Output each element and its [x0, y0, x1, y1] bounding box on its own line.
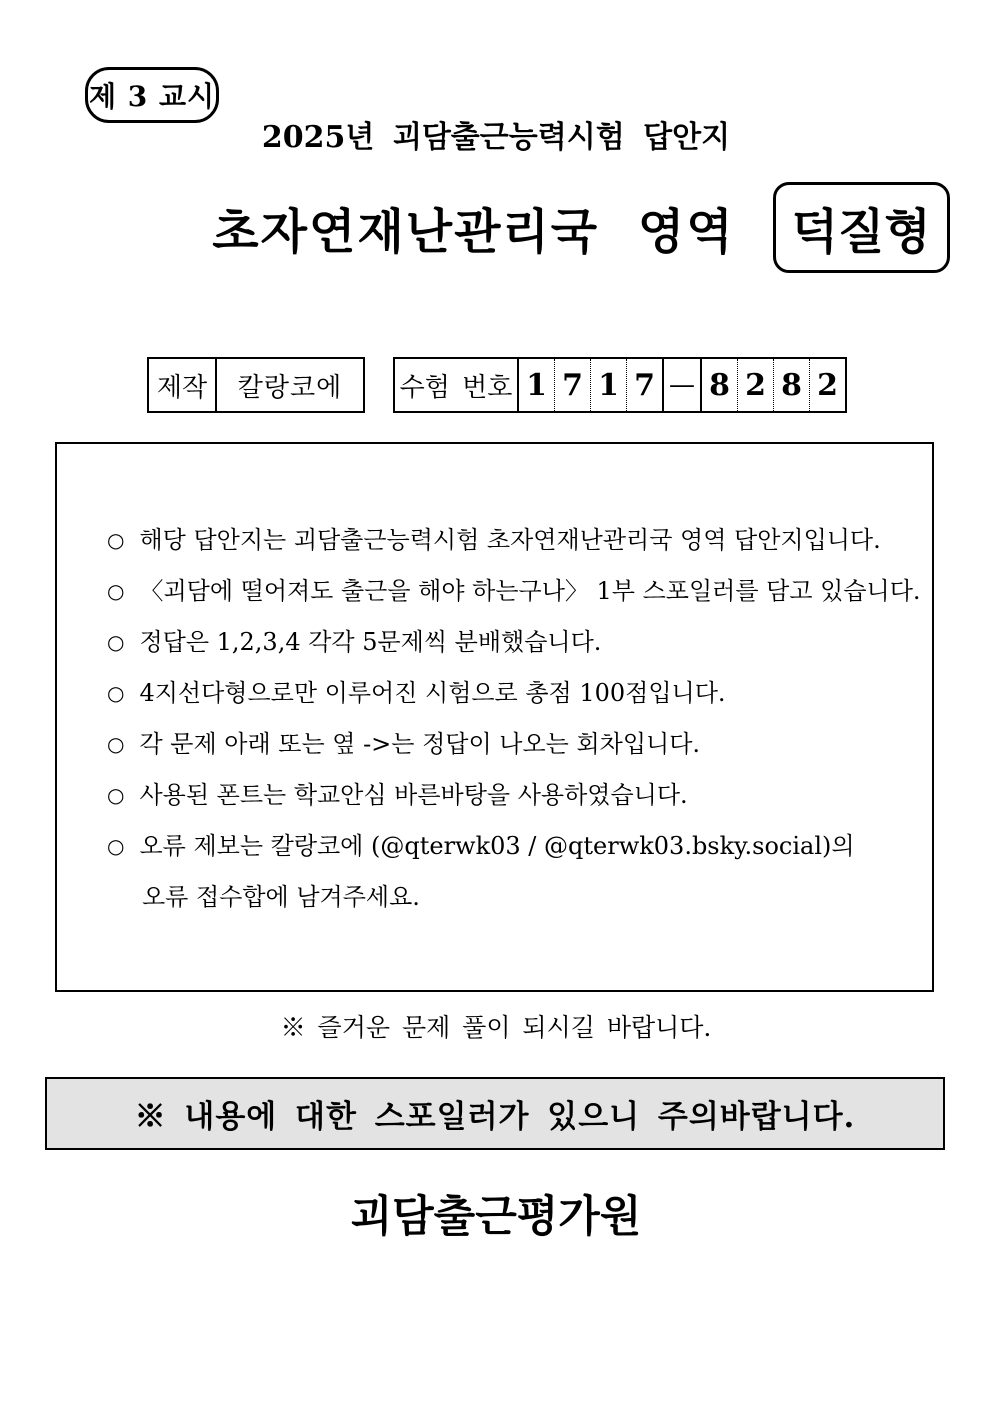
instruction-text: 오류 제보는 칼랑코에 (@qterwk03 / @qterwk03.bsky.social)의	[139, 832, 855, 860]
instruction-text: 해당 답안지는 괴담출근능력시험 초자연재난관리국 영역 답안지입니다.	[139, 526, 881, 554]
exam-digit-cell: 8	[702, 359, 738, 411]
instructions-box	[55, 442, 934, 992]
instructions-list	[57, 444, 932, 909]
period-badge-label: 제 3 교시	[88, 80, 216, 113]
exam-digit-cell: 2	[817, 367, 838, 403]
exam-number-label-cell: 수험 번호	[395, 359, 519, 411]
maker-table	[147, 357, 365, 413]
footer-note: ※ 즐거운 문제 풀이 되시길 바랍니다.	[280, 1013, 712, 1042]
instruction-line	[107, 577, 921, 605]
exam-digit-cell: 1	[591, 359, 627, 411]
spoiler-warning-text: ※ 내용에 대한 스포일러가 있으니 주의바랍니다.	[134, 1099, 856, 1135]
instruction-line	[107, 630, 902, 654]
maker-value-cell: 칼랑코에	[237, 372, 343, 403]
bullet-icon: ○	[107, 834, 125, 858]
exam-number-table	[393, 357, 847, 413]
organization-name: 괴담출근평가원	[350, 1192, 642, 1242]
instruction-line-continuation	[107, 885, 902, 909]
exam-digit-cell: 7	[555, 359, 591, 411]
page-title: 초자연재난관리국 영역	[212, 203, 735, 260]
exam-digit-cell: 7	[627, 359, 664, 411]
info-tables-row	[147, 357, 847, 413]
exam-digit-cell: 1	[519, 359, 555, 411]
bullet-icon: ○	[107, 732, 125, 756]
exam-subtitle: 2025년 괴담출근능력시험 답안지	[261, 120, 731, 155]
bullet-icon: ○	[107, 579, 125, 603]
instruction-text: 오류 접수합에 남겨주세요.	[142, 883, 420, 911]
bullet-icon: ○	[107, 630, 125, 654]
instruction-text: 정답은 1,2,3,4 각각 5문제씩 분배했습니다.	[139, 628, 602, 656]
maker-label-cell: 제작	[149, 359, 217, 411]
instruction-line	[107, 834, 902, 858]
exam-digit-cell: 8	[774, 359, 810, 411]
instruction-text: 〈괴담에 떨어져도 출근을 해야 하는구나〉 1부 스포일러를 담고 있습니다.	[139, 577, 921, 605]
instruction-text: 각 문제 아래 또는 옆 ->는 정답이 나오는 회차입니다.	[139, 730, 701, 758]
bullet-icon: ○	[107, 681, 125, 705]
instruction-line	[107, 528, 902, 552]
exam-digit-cell: 2	[738, 359, 774, 411]
title-row	[0, 186, 992, 268]
instruction-line	[107, 732, 902, 756]
instruction-line	[107, 681, 902, 705]
bullet-icon: ○	[107, 783, 125, 807]
instruction-line	[107, 783, 902, 807]
bullet-icon: ○	[107, 528, 125, 552]
instruction-text: 4지선다형으로만 이루어진 시험으로 총점 100점입니다.	[139, 679, 726, 707]
exam-type-box: 덕질형	[773, 182, 950, 273]
spoiler-warning-box	[45, 1077, 945, 1150]
instruction-text: 사용된 폰트는 학교안심 바른바탕을 사용하였습니다.	[139, 781, 688, 809]
exam-number-separator-cell: —	[664, 359, 702, 411]
